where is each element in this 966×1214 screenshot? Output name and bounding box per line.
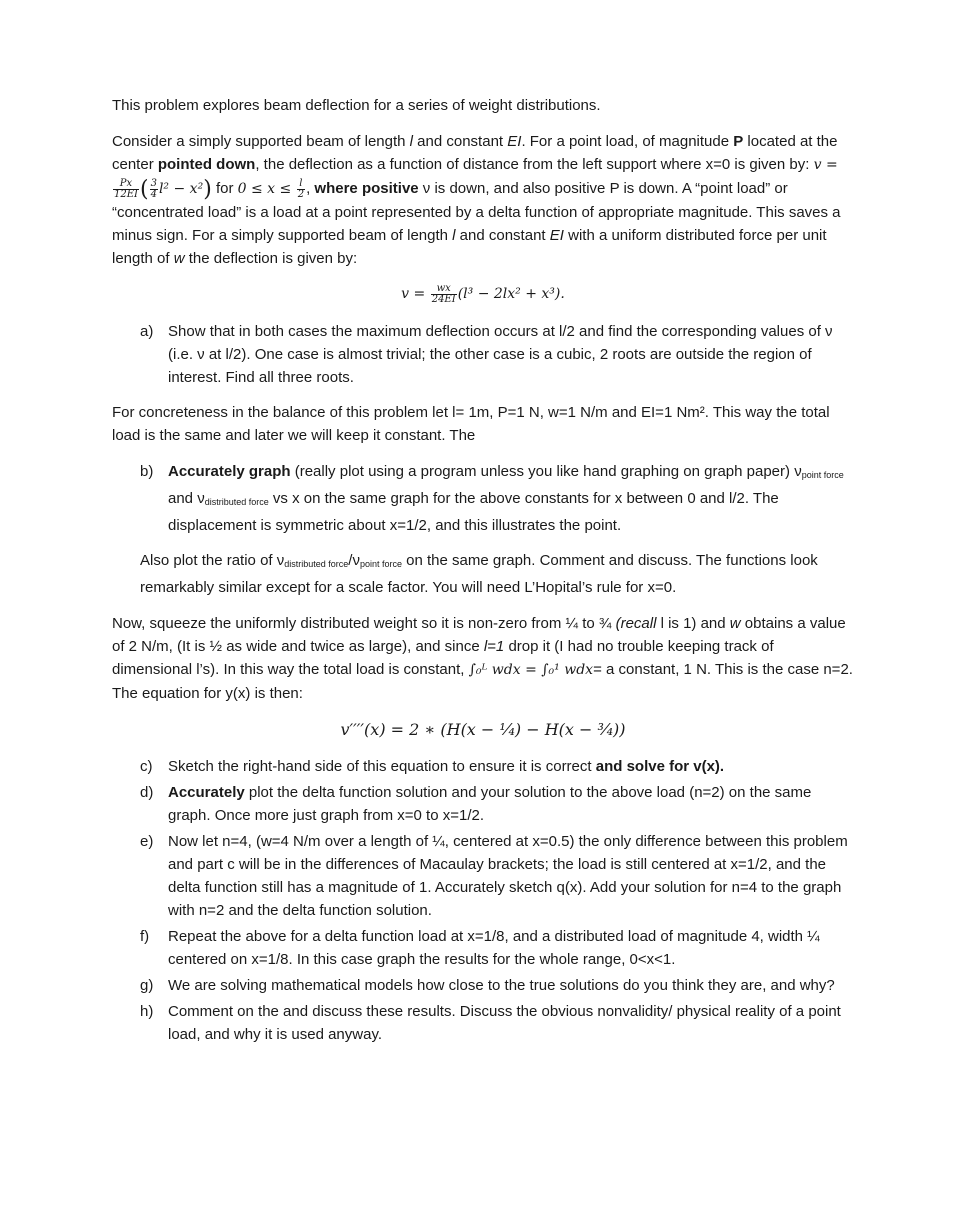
text-run: Now let n=4, (w=4 N/m over a length of ¼, centered at x=0.5) the only difference between this problem and part c will be in the differences of Macaulay brackets; the load is still centered at x=1/2, and the delta function still has a magnitude of 1. Accurately sketch q(x). Add your solution for n=4 to the graph with n=2 and the delta function solution. — [168, 833, 848, 919]
list-item — [112, 781, 854, 827]
paren: ) — [203, 177, 212, 202]
ratio-paragraph — [140, 549, 854, 599]
item-label: g) — [140, 977, 154, 994]
text-run: Accurately — [168, 784, 245, 801]
item-label: e) — [140, 833, 154, 850]
eq-part: v = — [401, 286, 430, 302]
text-run: Consider a simply supported beam of length — [112, 133, 410, 150]
text-run: pointed down — [157, 156, 256, 173]
list-item — [112, 925, 854, 971]
eq-part: wx — [431, 284, 457, 295]
item-text: Show that in both cases the maximum deflection occurs at l/2 and find the corresponding values of ν (i.e. ν at l/2). One case is almost trivial; the other case is a cubic, 2 roots are outside the region of interest. Find all three roots. — [168, 323, 833, 386]
text-run: P — [733, 133, 744, 150]
item-label: h) — [140, 1003, 154, 1020]
text-run: / — [348, 552, 353, 569]
item-label: d) — [140, 784, 154, 801]
subscript: point force — [801, 470, 844, 480]
text-run: , — [306, 180, 315, 197]
fraction — [150, 179, 158, 200]
eq-part: (l³ − 2lx² + x³). — [457, 286, 565, 302]
text-run: w — [729, 615, 741, 632]
text-run: the deflection is given by: — [184, 250, 358, 267]
question-list-b — [112, 460, 854, 537]
item-label: a) — [140, 323, 154, 340]
text-run: with a uniform distributed force per unit length of — [112, 227, 827, 267]
text-run: and constant — [455, 227, 550, 244]
text-run: l — [409, 133, 414, 150]
item-label: c) — [140, 758, 153, 775]
text-run: plot the delta function solution and your solution to the above load (n=2) on the same graph. Once more just graph from x=0 to x=1/2. — [168, 784, 812, 824]
text-run: located at the center — [112, 133, 838, 173]
text-run: ν — [276, 552, 285, 569]
text-run: w — [173, 250, 185, 267]
question-list-c — [112, 755, 854, 1046]
text-run: Repeat the above for a delta function load at x=1/8, and a distributed load of magnitude 4, width ¼ centered on x=1/8. In this case graph the results for the whole range, 0<x<1. — [168, 928, 820, 968]
text-run: on the same graph. Comment and discuss. The functions look remarkably similar except for a scale factor. You will need L’Hopital’s rule for x=0. — [140, 552, 818, 596]
text-run: and — [168, 490, 198, 507]
text-run: obtains a value of 2 N/m, (It is ½ as wide and twice as large), and since — [112, 615, 846, 655]
text-run: , the deflection as a function of distance from the left support where x=0 is given by: — [255, 156, 814, 173]
text-run: for — [211, 180, 238, 197]
intro-paragraph: This problem explores beam deflection for a series of weight distributions. — [112, 97, 601, 114]
point-load-paragraph — [112, 130, 854, 270]
document-page — [112, 94, 854, 1058]
list-item — [112, 830, 854, 922]
text-run: and solve for v(x). — [595, 758, 725, 775]
list-item — [112, 320, 854, 389]
squeeze-paragraph — [112, 612, 854, 705]
range-expression — [237, 177, 306, 200]
subscript: distributed force — [284, 559, 349, 569]
text-run: where positive — [314, 180, 423, 197]
text-run: EI — [507, 133, 522, 150]
eq-part: 4 — [150, 188, 157, 200]
list-item — [112, 974, 854, 997]
list-item — [112, 1000, 854, 1046]
text-run: . For a point load, of magnitude — [521, 133, 734, 150]
question-list-a — [112, 320, 854, 389]
text-run: ν is down, and also positive P is down. A “point load” or “concentrated load” is a load at a point represented by a delta function of appropriate magnitude. This saves a minus sign. For a simply supported beam of length — [112, 180, 841, 244]
fraction — [297, 179, 305, 200]
eq-part: 2 — [297, 188, 305, 200]
fraction — [431, 284, 457, 305]
text-run: drop it (I had no trouble keeping track of dimensional l’s). In this way the total load is constant, — [112, 638, 774, 678]
eq-part: 3 — [150, 177, 157, 189]
text-run: ν — [352, 552, 360, 569]
governing-equation: v′′′′(x) = 2 ∗ (H(x − ¹⁄₄) − H(x − ³⁄₄)) — [340, 720, 626, 739]
text-run: EI — [549, 227, 564, 244]
text-run: l — [452, 227, 456, 244]
text-run: Comment on the and discuss these results. Discuss the obvious nonvalidity/ physical reality of a point load, and why it is used anyway. — [168, 1003, 841, 1043]
subscript: distributed force — [204, 497, 269, 507]
item-label: b) — [140, 463, 154, 480]
fraction — [113, 179, 139, 200]
text-run: Also plot the ratio of — [140, 552, 277, 569]
paren: ( — [139, 177, 149, 202]
text-run: Accurately graph — [168, 463, 291, 480]
eq-part: v = — [813, 157, 838, 173]
text-run: l is 1) and — [656, 615, 730, 632]
integral-expression: ∫₀ᴸ wdx = ∫₀¹ wdx — [468, 662, 594, 678]
eq-part: l — [297, 179, 305, 190]
text-run: and constant — [413, 133, 508, 150]
subscript: point force — [359, 559, 402, 569]
text-run: (recall — [615, 615, 657, 632]
list-item — [112, 460, 854, 537]
eq-part: Px — [113, 179, 139, 190]
deflection-equation-distributed — [112, 283, 854, 306]
text-run: (really plot using a program unless you like hand graphing on graph paper) — [290, 463, 795, 480]
text-run: vs x on the same graph for the above constants for x between 0 and l/2. The displacement is symmetric about x=1/2, and this illustrates the point. — [168, 490, 779, 534]
constants-paragraph: For concreteness in the balance of this problem let l= 1m, P=1 N, w=1 N/m and EI=1 Nm². This way the total load is the same and later we will keep it constant. The — [112, 404, 830, 444]
text-run: ν — [794, 463, 802, 480]
list-item — [112, 755, 854, 778]
text-run: l=1 — [483, 638, 505, 655]
eq-part: 24EI — [431, 293, 456, 305]
eq-part: 0 ≤ x ≤ — [237, 181, 296, 197]
text-run: We are solving mathematical models how close to the true solutions do you think they are, and why? — [168, 977, 835, 994]
text-run: Sketch the right-hand side of this equation to ensure it is correct — [168, 758, 596, 775]
text-run: Now, squeeze the uniformly distributed weight so it is non-zero from ¼ to ¾ — [112, 615, 616, 632]
item-label: f) — [140, 928, 150, 945]
eq-part: l² − x² — [158, 181, 204, 197]
text-run: ν — [197, 490, 205, 507]
text-run: = a constant, 1 N. This is the case n=2. The equation for y(x) is then: — [112, 661, 853, 702]
eq-part: 12EI — [114, 188, 138, 200]
